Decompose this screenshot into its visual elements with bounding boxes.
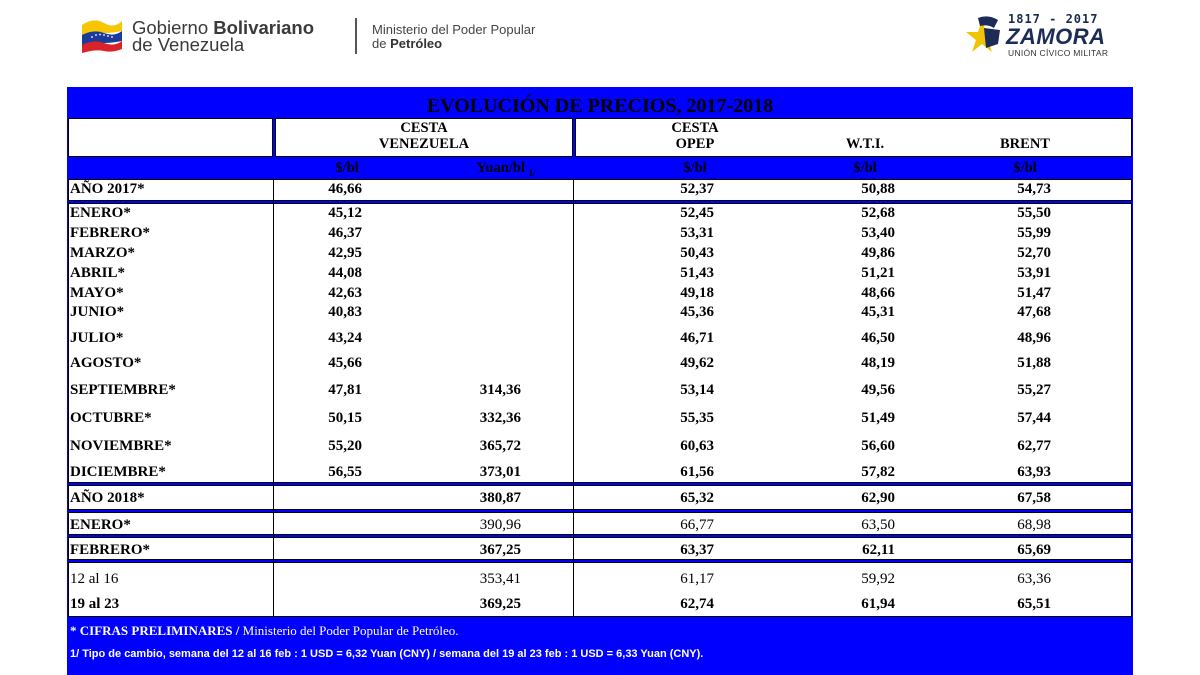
brent-value: 54,73 [1017, 181, 1051, 197]
venezuela-yuan-value: 332,36 [479, 410, 521, 426]
wti-value: 52,68 [861, 205, 895, 221]
brent-value: 55,99 [1017, 225, 1051, 241]
opep-value: 61,56 [680, 464, 714, 480]
wti-value: 49,86 [861, 245, 895, 261]
venezuela-usd-value: 47,81 [328, 382, 362, 398]
venezuela-yuan-value: 369,25 [479, 596, 521, 612]
row-label: OCTUBRE* [70, 410, 152, 426]
venezuela-usd-value: 43,24 [328, 330, 362, 346]
separator-venezuela [573, 179, 574, 617]
venezuela-yuan-value: 314,36 [479, 382, 521, 398]
brent-value: 57,44 [1017, 410, 1051, 426]
venezuela-usd-value: 45,12 [328, 205, 362, 221]
venezuela-yuan-value: 373,01 [479, 464, 521, 480]
venezuela-usd-value: 42,95 [328, 245, 362, 261]
opep-value: 52,45 [680, 205, 714, 221]
brent-value: 55,50 [1017, 205, 1051, 221]
opep-value: 51,43 [680, 265, 714, 281]
brent-value: 67,58 [1017, 490, 1051, 506]
venezuela-yuan-value: 390,96 [479, 517, 521, 533]
opep-value: 49,62 [680, 355, 714, 371]
footnote-prelim-rest: Ministerio del Poder Popular de Petróleo. [242, 623, 459, 638]
wti-value: 46,50 [861, 330, 895, 346]
row-label: ENERO* [70, 205, 131, 221]
col-opep-line1: CESTA [671, 120, 719, 136]
brent-value: 47,68 [1017, 304, 1051, 320]
header-divider [355, 18, 357, 54]
wti-value: 50,88 [861, 181, 895, 197]
row-label: AÑO 2017* [70, 181, 145, 197]
brent-value: 51,47 [1017, 285, 1051, 301]
venezuela-yuan-value: 367,25 [479, 542, 521, 558]
gov-line2: de Venezuela [132, 34, 245, 55]
col-venezuela-line1: CESTA [400, 120, 448, 136]
col-venezuela-line2: VENEZUELA [378, 136, 470, 152]
opep-value: 60,63 [680, 438, 714, 454]
brent-value: 63,36 [1017, 571, 1051, 587]
footnote-prelim-bold: * CIFRAS PRELIMINARES / [70, 623, 240, 638]
opep-value: 63,37 [680, 542, 714, 558]
unit-yuan-label: Yuan/bl [476, 160, 525, 176]
venezuela-usd-value: 55,20 [328, 438, 362, 454]
row-label: MARZO* [70, 245, 135, 261]
venezuela-usd-value: 40,83 [328, 304, 362, 320]
unit-opep: $/bl [683, 160, 707, 176]
venezuela-usd-value: 50,15 [328, 410, 362, 426]
venezuela-usd-value: 44,08 [328, 265, 362, 281]
unit-venezuela-yuan [451, 160, 561, 181]
opep-value: 53,14 [680, 382, 714, 398]
venezuela-yuan-value: 380,87 [479, 490, 521, 506]
venezuela-usd-value: 42,63 [328, 285, 362, 301]
wti-value: 62,11 [862, 542, 895, 558]
gov-prefix: Gobierno [132, 17, 209, 38]
row-label: AGOSTO* [70, 355, 142, 371]
zamora-years: 1817 - 2017 [1008, 12, 1099, 26]
unit-yuan-note: 1/ [528, 167, 536, 178]
venezuela-flag-icon [80, 15, 124, 53]
opep-value: 61,17 [680, 571, 714, 587]
row-label: 12 al 16 [70, 571, 119, 587]
brent-value: 53,91 [1017, 265, 1051, 281]
wti-value: 48,66 [861, 285, 895, 301]
brent-value: 55,27 [1017, 382, 1051, 398]
brent-value: 48,96 [1017, 330, 1051, 346]
ministry-bold: Petróleo [390, 36, 443, 51]
row-label: FEBRERO* [70, 542, 151, 558]
col-wti: W.T.I. [845, 136, 885, 152]
venezuela-usd-value: 45,66 [328, 355, 362, 371]
opep-value: 49,18 [680, 285, 714, 301]
venezuela-yuan-value: 365,72 [479, 438, 521, 454]
row-label: MAYO* [70, 285, 124, 301]
opep-value: 62,74 [680, 596, 714, 612]
row-label: JUNIO* [70, 304, 125, 320]
footnote-preliminary [70, 623, 459, 639]
row-label: ENERO* [70, 517, 131, 533]
brent-value: 63,93 [1017, 464, 1051, 480]
unit-wti: $/bl [853, 160, 877, 176]
venezuela-usd-value: 56,55 [328, 464, 362, 480]
page-header [66, 6, 1134, 62]
row-label: FEBRERO* [70, 225, 151, 241]
col-opep-line2: OPEP [675, 136, 715, 152]
opep-value: 50,43 [680, 245, 714, 261]
wti-value: 63,50 [861, 517, 895, 533]
wti-value: 45,31 [861, 304, 895, 320]
wti-value: 53,40 [861, 225, 895, 241]
row-label: ABRIL* [70, 265, 126, 281]
unit-venezuela-usd: $/bl [335, 160, 359, 176]
opep-value: 55,35 [680, 410, 714, 426]
wti-value: 56,60 [861, 438, 895, 454]
zamora-logo [962, 10, 1128, 62]
venezuela-usd-value: 46,66 [328, 181, 362, 197]
unit-brent: $/bl [1013, 160, 1037, 176]
ministry-prefix: de [372, 36, 387, 51]
table-title: EVOLUCIÓN DE PRECIOS, 2017-2018 [426, 95, 774, 117]
row-label: 19 al 23 [70, 596, 120, 612]
price-table-panel [67, 87, 1133, 675]
col-brent: BRENT [1000, 136, 1050, 152]
wti-value: 48,19 [861, 355, 895, 371]
brent-value: 68,98 [1017, 517, 1051, 533]
opep-value: 46,71 [680, 330, 714, 346]
wti-value: 57,82 [861, 464, 895, 480]
ministry-line1: Ministerio del Poder Popular [372, 22, 536, 37]
wti-value: 62,90 [861, 490, 895, 506]
brent-value: 65,51 [1017, 596, 1051, 612]
opep-value: 66,77 [680, 517, 714, 533]
row-label: SEPTIEMBRE* [70, 382, 176, 398]
wti-value: 51,21 [861, 265, 895, 281]
wti-value: 51,49 [861, 410, 895, 426]
wti-value: 59,92 [861, 571, 895, 587]
gov-bold: Bolivariano [213, 17, 314, 38]
footnote-exchange-rate: 1/ Tipo de cambio, semana del 12 al 16 feb : 1 USD = 6,32 Yuan (CNY) / semana del 19 al 23 feb : 1 USD = 6,33 Yuan (CNY). [70, 648, 704, 660]
zamora-name: ZAMORA [1006, 24, 1106, 49]
wti-value: 61,94 [861, 596, 895, 612]
brent-value: 62,77 [1017, 438, 1051, 454]
row-label: JULIO* [70, 330, 124, 346]
row-label: NOVIEMBRE* [70, 438, 172, 454]
header-box-label [68, 118, 273, 157]
opep-value: 52,37 [680, 181, 714, 197]
ministry-name [372, 23, 535, 51]
opep-value: 65,32 [680, 490, 714, 506]
row-label: AÑO 2018* [70, 490, 145, 506]
brent-value: 52,70 [1017, 245, 1051, 261]
brent-value: 51,88 [1017, 355, 1051, 371]
opep-value: 53,31 [680, 225, 714, 241]
venezuela-usd-value: 46,37 [328, 225, 362, 241]
zamora-emblem-icon [964, 14, 1006, 60]
venezuela-yuan-value: 353,41 [479, 571, 521, 587]
opep-value: 45,36 [680, 304, 714, 320]
wti-value: 49,56 [861, 382, 895, 398]
brent-value: 65,69 [1017, 542, 1051, 558]
zamora-subtitle: UNIÓN CÍVICO MILITAR [1008, 48, 1109, 58]
row-label: DICIEMBRE* [70, 464, 166, 480]
government-name [132, 19, 314, 53]
